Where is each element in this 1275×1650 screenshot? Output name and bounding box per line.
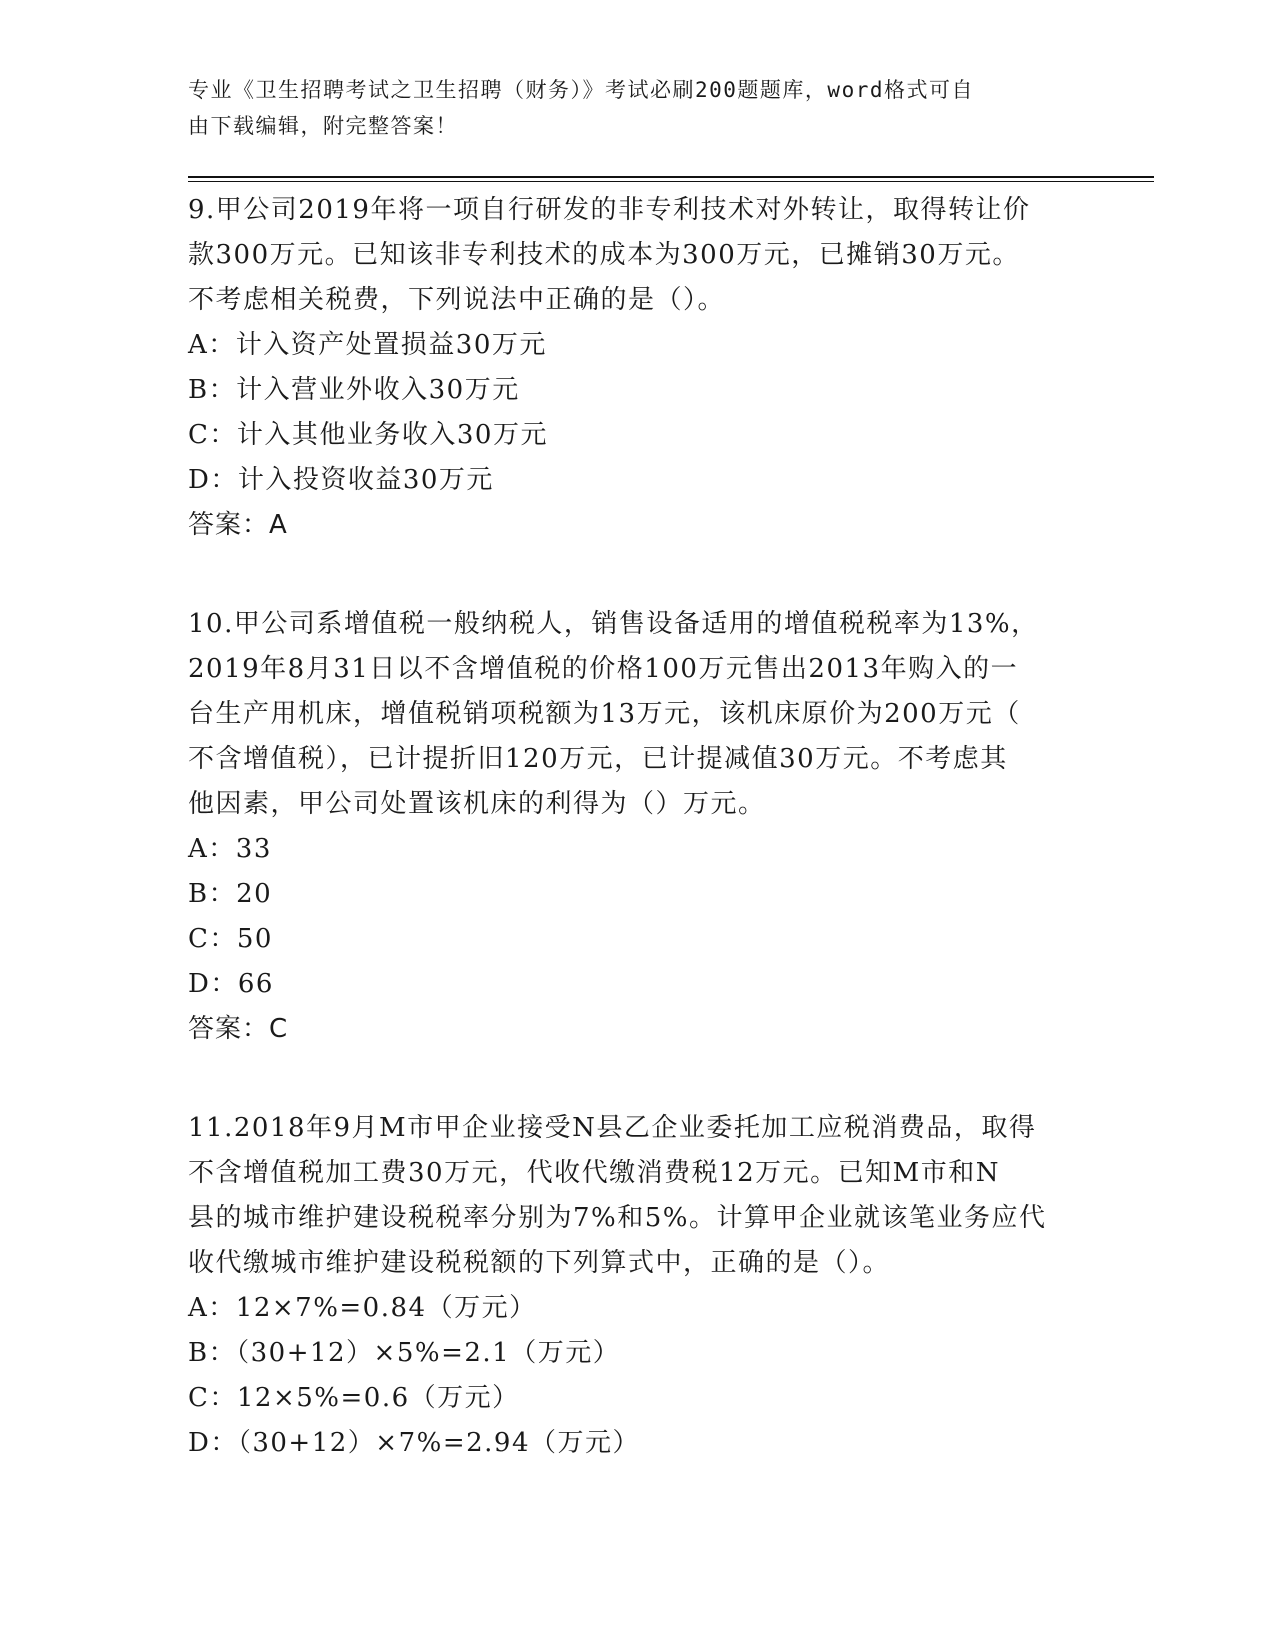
option-d: D：（30+12）×7%=2.94（万元） — [188, 1428, 641, 1458]
question-text-line: 10.甲公司系增值税一般纳税人，销售设备适用的增值税税率为13%， — [188, 609, 1039, 639]
question-text-line: 不含增值税），已计提折旧120万元，已计提减值30万元。不考虑其 — [188, 744, 1008, 774]
question-text-line: 11.2018年9月M市甲企业接受N县乙企业委托加工应税消费品，取得 — [188, 1113, 1037, 1143]
question-text-line: 县的城市维护建设税税率分别为7%和5%。计算甲企业就该笔业务应代 — [188, 1203, 1047, 1233]
answer: 答案：A — [188, 510, 288, 540]
option-b: B：（30+12）×5%=2.1（万元） — [188, 1338, 621, 1368]
document-header — [188, 72, 1068, 144]
header-rule-thick — [188, 176, 1154, 178]
option-a: A：计入资产处置损益30万元 — [188, 330, 547, 360]
question-text-line: 2019年8月31日以不含增值税的价格100万元售出2013年购入的一 — [188, 654, 1019, 684]
question-text-line: 款300万元。已知该非专利技术的成本为300万元，已摊销30万元。 — [188, 240, 1020, 270]
header-rule-thin — [188, 181, 1154, 182]
question-9 — [188, 188, 1088, 548]
question-11 — [188, 1106, 1088, 1466]
header-line-1: 专业《卫生招聘考试之卫生招聘（财务）》考试必刷200题题库，word格式可自 — [188, 78, 974, 102]
answer: 答案：C — [188, 1014, 289, 1044]
question-text-line: 他因素，甲公司处置该机床的利得为（）万元。 — [188, 789, 766, 819]
option-c: C：12×5%=0.6（万元） — [188, 1383, 520, 1413]
header-line-2: 由下载编辑，附完整答案！ — [188, 114, 458, 138]
question-list — [188, 188, 1088, 1466]
option-d: D：计入投资收益30万元 — [188, 465, 494, 495]
option-b: B：20 — [188, 879, 273, 909]
option-c: C：50 — [188, 924, 273, 954]
option-a: A：33 — [188, 834, 272, 864]
option-a: A：12×7%=0.84（万元） — [188, 1293, 537, 1323]
option-b: B：计入营业外收入30万元 — [188, 375, 520, 405]
question-text-line: 台生产用机床，增值税销项税额为13万元，该机床原价为200万元（ — [188, 699, 1021, 729]
option-d: D：66 — [188, 969, 274, 999]
question-text-line: 不含增值税加工费30万元，代收代缴消费税12万元。已知M市和N — [188, 1158, 1001, 1188]
question-text-line: 不考虑相关税费，下列说法中正确的是（）。 — [188, 285, 726, 315]
question-text-line: 收代缴城市维护建设税税额的下列算式中，正确的是（）。 — [188, 1248, 891, 1278]
question-text-line: 9.甲公司2019年将一项自行研发的非专利技术对外转让，取得转让价 — [188, 195, 1031, 225]
question-10 — [188, 602, 1088, 1052]
option-c: C：计入其他业务收入30万元 — [188, 420, 548, 450]
